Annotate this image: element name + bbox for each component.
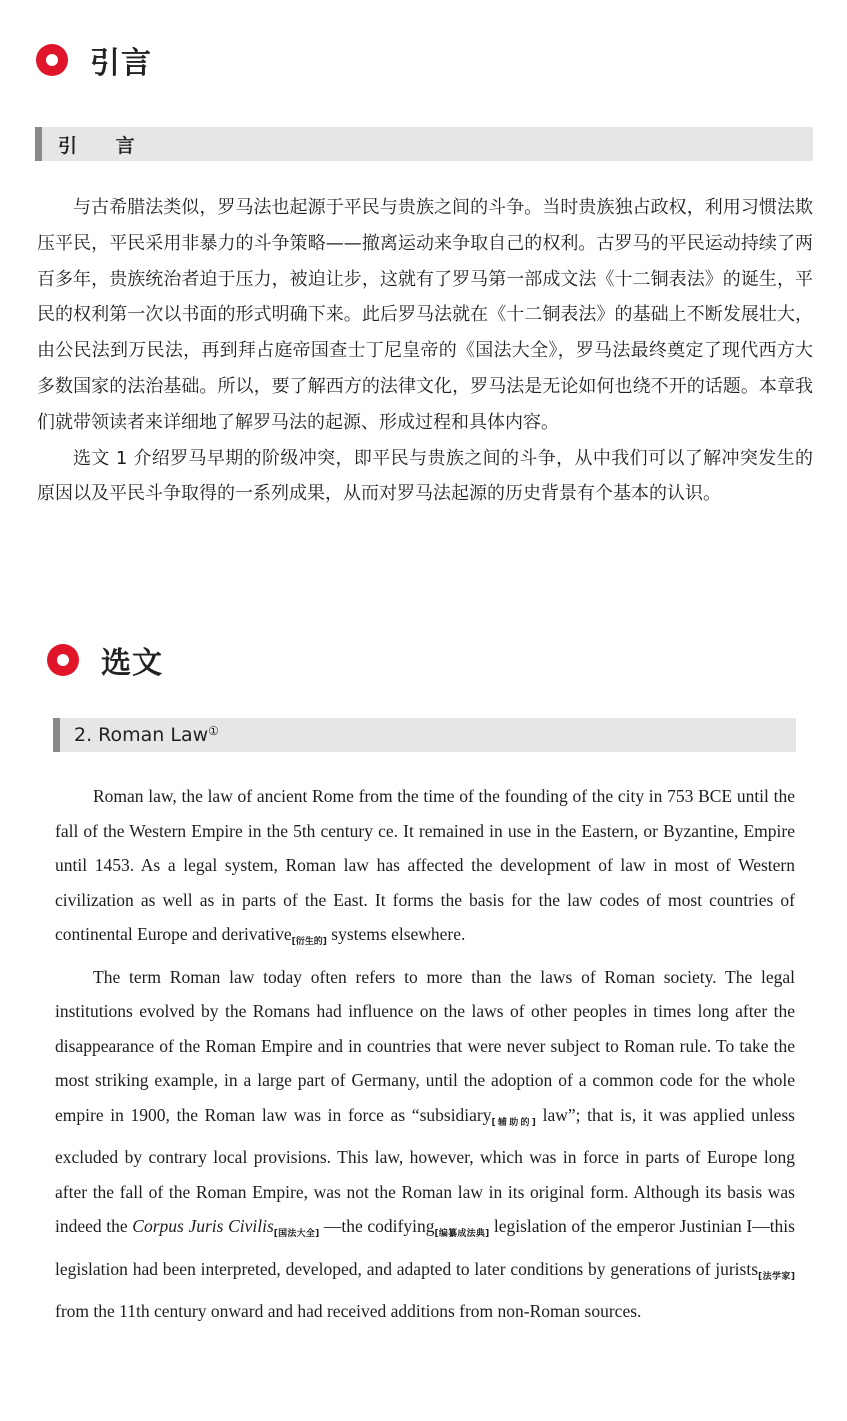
reading-title: [60, 724, 219, 746]
reading-paragraph-2: [55, 960, 795, 1329]
intro-subheading-bar: [35, 127, 813, 161]
reading-paragraph-1: [55, 779, 795, 960]
reading-text: [55, 779, 795, 1329]
section-heading-intro: [36, 38, 152, 82]
text-run: legislation of the emperor Justinian I—this legislation had been interpreted, developed, and adapted to later conditions by generations of jurists: [55, 1216, 795, 1279]
intro-text: [37, 190, 813, 512]
section-title: 选文: [101, 646, 163, 681]
gloss-jurists: [法学家]: [758, 1271, 795, 1282]
intro-paragraph-2: 选文 1 介绍罗马早期的阶级冲突，即平民与贵族之间的斗争，从中我们可以了解冲突发生的原因以及平民斗争取得的一系列成果，从而对罗马法起源的历史背景有个基本的认识。: [37, 447, 813, 505]
bullet-circle-icon: [47, 644, 79, 676]
text-run: Roman law, the law of ancient Rome from the time of the founding of the city in 753 BCE until the fall of the Western Empire in the 5th century ce. It remained in use in the Eastern, or Byzantine, Empire until 1453. As a legal system, Roman law has affected the development of law in most of Western civilization as well as in parts of the East. It forms the basis for the law codes of most countries of continental Europe and derivative: [55, 786, 795, 944]
text-run: from the 11th century onward and had received additions from non-Roman sources.: [55, 1301, 642, 1321]
intro-subheading: 引 言: [58, 134, 151, 157]
section-heading-reading: [47, 638, 163, 682]
text-run: law”; that is, it was applied unless excluded by contrary local provisions. This law, however, which was in force in parts of Europe long after the fall of the Roman Empire, was not the Roman law in its original form. Although its basis was indeed the: [55, 1104, 795, 1236]
text-run: systems elsewhere.: [326, 924, 466, 944]
reading-title-text: 2. Roman Law: [74, 724, 209, 746]
bullet-circle-icon: [36, 44, 68, 76]
gloss-codifying: [编纂成法典]: [434, 1229, 490, 1239]
section-title: 引言: [90, 46, 152, 81]
gloss-derivative: [衍生的]: [291, 937, 327, 947]
corpus-title: Corpus Juris Civilis: [132, 1216, 274, 1236]
gloss-subsidiary: [辅助的]: [491, 1117, 536, 1128]
intro-paragraph-1: 与古希腊法类似，罗马法也起源于平民与贵族之间的斗争。当时贵族独占政权，利用习惯法欺压平民，平民采用非暴力的斗争策略——撤离运动来争取自己的权利。古罗马的平民运动持续了两百多年，贵族统治者迫于压力，被迫让步，这就有了罗马第一部成文法《十二铜表法》的诞生，平民的权利第一次以书面的形式明确下来。此后罗马法就在《十二铜表法》的基础上不断发展壮大，由公民法到万民法，再到拜占庭帝国查士丁尼皇帝的《国法大全》，罗马法最终奠定了现代西方大多数国家的法治基础。所以，要了解西方的法律文化，罗马法是无论如何也绕不开的话题。本章我们就带领读者来详细地了解罗马法的起源、形成过程和具体内容。: [37, 197, 813, 433]
gloss-corpus: [国法大全]: [273, 1229, 320, 1239]
text-run: The term Roman law today often refers to more than the laws of Roman society. The legal institutions evolved by the Romans had influence on the laws of other peoples in times long after the disappearance of the Roman Empire and in countries that were never subject to Roman rule. To take the most striking example, in a large part of Germany, until the adoption of a common code for the whole empire in 1900, the Roman law was in force as “subsidiary: [55, 966, 795, 1125]
reading-title-bar: [53, 718, 796, 752]
footnote-mark: ①: [208, 724, 219, 738]
text-run: —the codifying: [319, 1216, 435, 1236]
